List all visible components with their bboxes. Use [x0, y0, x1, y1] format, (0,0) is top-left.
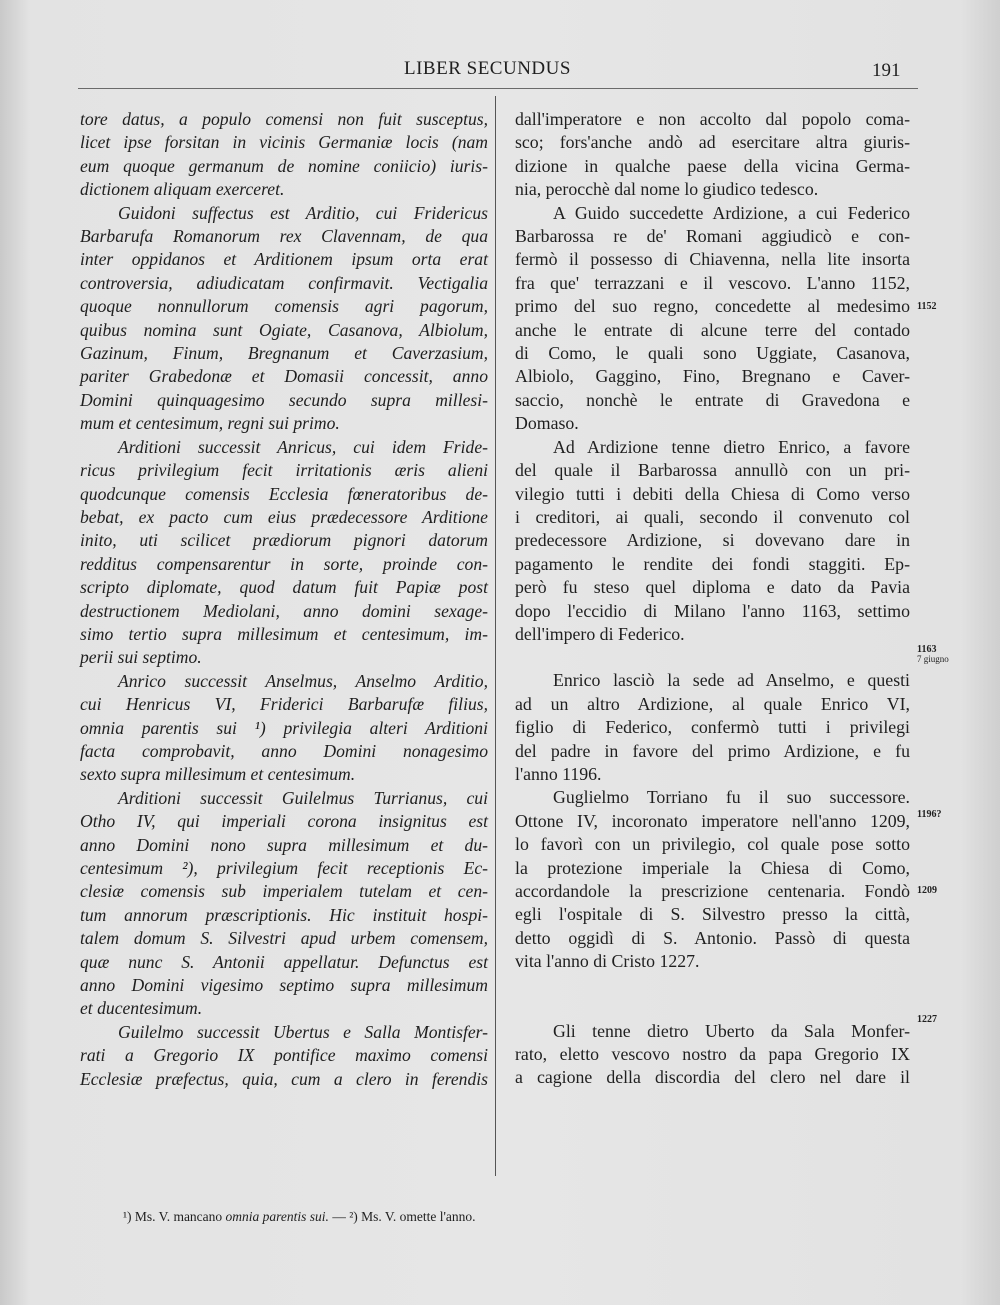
- latin-line: destructionem Mediolani, anno domini sexage-: [80, 600, 488, 621]
- italian-line: vilegio tutti i debiti della Chiesa di Como verso: [515, 483, 910, 504]
- italian-line: nia, perocchè dal nome lo giudico tedesco.: [515, 179, 819, 200]
- italian-line: ad un altro Ardizione, al quale Enrico VI,: [515, 693, 910, 714]
- margin-note-year: 1163: [917, 644, 937, 655]
- italian-line: Ad Ardizione tenne dietro Enrico, a favore: [553, 436, 910, 457]
- latin-line: Guilelmo successit Ubertus e Salla Montisfer-: [118, 1021, 488, 1042]
- running-head: [0, 58, 1000, 84]
- italian-line: anche le entrate di alcune terre del contado: [515, 319, 910, 340]
- margin-note-1209: 1209: [917, 885, 937, 896]
- footnote-2-text: ²) Ms. V. omette l'anno.: [349, 1209, 476, 1224]
- latin-line: omnia parentis sui ¹) privilegia alteri Arditioni: [80, 717, 488, 738]
- latin-line: Gazinum, Finum, Bregnanum et Caverzasium,: [80, 343, 488, 364]
- latin-line: Barbarufa Romanorum rex Clavennam, de qua: [80, 226, 488, 247]
- margin-note-date: 7 giugno: [917, 654, 949, 664]
- footnotes: [123, 1209, 476, 1225]
- latin-line: quæ nunc S. Antonii appellatur. Defunctus est: [80, 951, 488, 972]
- latin-line: sexto supra millesimum et centesimum.: [80, 764, 356, 785]
- italian-line: A Guido succedette Ardizione, a cui Federico: [553, 202, 910, 223]
- italian-line: Enrico lasciò la sede ad Anselmo, e questi: [553, 670, 910, 691]
- italian-line: vita l'anno di Cristo 1227.: [515, 951, 700, 972]
- italian-line: del quale il Barbarossa annullò con un pri-: [515, 460, 910, 481]
- latin-line: bebat, ex pacto cum eius prædecessore Arditione: [80, 506, 488, 527]
- running-title: LIBER SECUNDUS: [404, 58, 571, 79]
- footnote-separator: —: [332, 1209, 346, 1224]
- latin-line: simo tertio supra millesimum et centesimum, im-: [80, 623, 488, 644]
- latin-line: controversia, adiudicatam confirmavit. Vectigalia: [80, 272, 488, 293]
- latin-line: anno Domini vigesimo septimo supra millesimum: [80, 975, 488, 996]
- latin-line: quoque nonnullorum comensis agri pagorum,: [80, 296, 488, 317]
- latin-line: redditus compensarentur in sorte, proinde con-: [80, 553, 488, 574]
- italian-line: sco; fors'anche andò ad esercitare altra giuris-: [515, 132, 910, 153]
- latin-line: inter oppidanos et Arditionem ipsum orta erat: [80, 249, 488, 270]
- paragraph-gap: [515, 646, 910, 669]
- latin-line: perii sui septimo.: [80, 647, 202, 668]
- latin-line: inito, uti scilicet prædiorum pignori datorum: [80, 530, 488, 551]
- footnote-1-quote: omnia parentis sui.: [225, 1209, 329, 1224]
- italian-line: del padre in favore del primo Ardizione, e fu: [515, 740, 910, 761]
- italian-line: Gli tenne dietro Uberto da Sala Monfer-: [553, 1020, 910, 1041]
- latin-line: quodcunque comensis Ecclesia fœneratoribus de-: [80, 483, 488, 504]
- italian-line: Ottone IV, incoronato imperatore nell'anno 1209,: [515, 810, 910, 831]
- italian-line: l'anno 1196.: [515, 763, 602, 784]
- footnote-1-text: ¹) Ms. V. mancano: [123, 1209, 223, 1224]
- latin-line: pariter Grabedonæ et Domasii concessit, anno: [80, 366, 488, 387]
- latin-line: dictionem aliquam exerceret.: [80, 179, 285, 200]
- italian-line: fermò il possesso di Chiavenna, nella lite insorta: [515, 249, 910, 270]
- latin-line: Otho IV, qui imperiali corona insignitus est: [80, 811, 488, 832]
- italian-line: saccio, nonchè le entrate di Gravedona e: [515, 389, 910, 410]
- paragraph-gap: [515, 974, 910, 1020]
- latin-line: tore datus, a populo comensi non fuit susceptus,: [80, 109, 488, 129]
- latin-line: Arditioni successit Anricus, cui idem Fride-: [118, 436, 488, 457]
- margin-note-1196: 1196?: [917, 809, 942, 820]
- latin-line: centesimum ²), privilegium fecit receptionis Ec-: [80, 858, 488, 878]
- latin-line: cui Henricus VI, Friderici Barbarufæ filius,: [80, 694, 488, 715]
- page-number: 191: [872, 60, 901, 81]
- latin-line: tum annorum præscriptionis. Hic instituit hospi-: [80, 904, 488, 925]
- latin-line: mum et centesimum, regni sui primo.: [80, 413, 340, 434]
- italian-line: lo favorì con un privilegio, col quale pose sotto: [515, 834, 910, 855]
- latin-line: facta comprobavit, anno Domini nonagesimo: [80, 740, 488, 761]
- italian-line: figlio di Federico, confermò tutti i privilegi: [515, 717, 910, 738]
- italian-line: a cagione della discordia del clero nel dare il: [515, 1067, 910, 1088]
- italian-line: predecessore Ardizione, si dovevano dare in: [515, 530, 910, 551]
- latin-line: et ducentesimum.: [80, 998, 203, 1019]
- italian-line: Domaso.: [515, 413, 579, 434]
- latin-line: Arditioni successit Guilelmus Turrianus, cui: [118, 787, 488, 808]
- latin-line: licet ipse forsitan in vicinis Germaniæ locis (nam: [80, 132, 488, 153]
- italian-line: Barbarossa re de' Romani aggiudicò e con-: [515, 226, 910, 247]
- italian-line: dopo l'eccidio di Milano l'anno 1163, settimo: [515, 600, 910, 621]
- latin-line: talem domum S. Silvestri apud urbem comensem,: [80, 928, 488, 949]
- latin-line: clesiæ comensis sub imperialem tutelam et cen-: [80, 881, 488, 902]
- italian-line: la protezione imperiale la Chiesa di Como,: [515, 857, 910, 878]
- italian-line: di Como, le quali sono Uggiate, Casanova,: [515, 343, 910, 364]
- italian-line: detto oggidì di S. Antonio. Passò di questa: [515, 927, 910, 948]
- italian-line: accordandole la prescrizione centenaria. Fondò: [515, 881, 910, 901]
- latin-line: anno Domini nono supra millesimum et du-: [80, 834, 488, 855]
- italian-line: Guglielmo Torriano fu il suo successore.: [553, 787, 910, 808]
- latin-line: Guidoni suffectus est Arditio, cui Fridericus: [118, 202, 488, 223]
- italian-line: rato, eletto vescovo nostro da papa Gregorio IX: [515, 1044, 910, 1065]
- latin-line: Ecclesiæ præfectus, quia, cum a clero in ferendis: [80, 1068, 488, 1089]
- italian-line: i creditori, ai quali, secondo il convenuto col: [515, 506, 910, 527]
- margin-note-1227: 1227: [917, 1014, 937, 1025]
- italian-line: fra que' terrazzani e il vescovo. L'anno 1152,: [515, 272, 910, 293]
- latin-line: ricus privilegium fecit irritationis æris alieni: [80, 460, 488, 481]
- latin-line: Domini quinquagesimo secundo supra millesi-: [80, 389, 488, 410]
- latin-line: rati a Gregorio IX pontifice maximo comensi: [80, 1045, 488, 1066]
- latin-line: eum quoque germanum de nomine coniicio) iuris-: [80, 155, 488, 176]
- italian-line: dell'impero di Federico.: [515, 623, 685, 644]
- italian-column: [515, 108, 910, 1090]
- italian-line: Albiolo, Gaggino, Fino, Bregnano e Caver-: [515, 366, 910, 387]
- italian-line: dall'imperatore e non accolto dal popolo coma-: [515, 109, 910, 129]
- latin-line: Anrico successit Anselmus, Anselmo Arditio,: [118, 670, 488, 691]
- margin-note-1152: 1152: [917, 301, 937, 312]
- latin-column: [80, 108, 488, 1091]
- column-divider: [495, 96, 496, 1176]
- italian-line: pagamento le rendite dei fondi staggiti. Ep-: [515, 553, 910, 574]
- italian-line: egli l'ospitale di S. Silvestro presso la città,: [515, 904, 910, 925]
- italian-line: però fu steso quel diploma e dato da Pavia: [515, 577, 910, 598]
- latin-line: scripto diplomate, quod datum fuit Papiæ post: [80, 577, 488, 598]
- header-rule: [78, 88, 918, 89]
- margin-note-1163: [917, 644, 949, 664]
- italian-line: primo del suo regno, concedette al medesimo: [515, 296, 910, 317]
- latin-line: quibus nomina sunt Ogiate, Casanova, Albiolum,: [80, 319, 488, 340]
- italian-line: dizione in qualche paese della vicina Germa-: [515, 155, 910, 176]
